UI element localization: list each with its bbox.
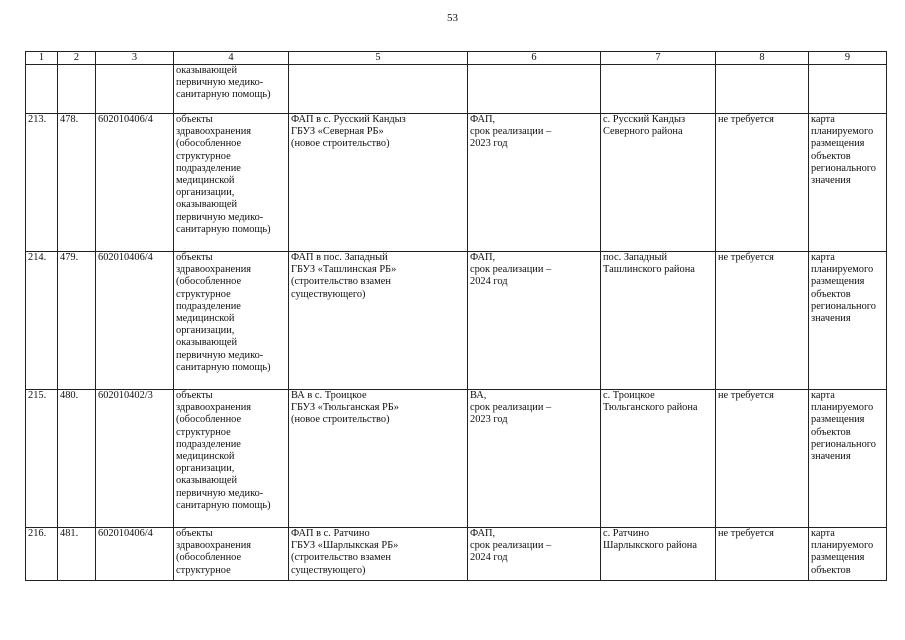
table-header-row [26,52,887,65]
characteristics-cell: ФАП, срок реализации – 2024 год [468,252,601,390]
map-cell: карта планируемого размещения объектов регионального значения [809,252,887,390]
characteristics-cell: ФАП, срок реализации – 2023 год [468,114,601,252]
object-type-cell: оказывающей первичную медико- санитарную помощь) [174,65,289,114]
item-number-cell: 481. [58,528,96,581]
location-cell: с. Русский Кандыз Северного района [601,114,716,252]
location-cell: с. Ратчино Шарлыкского района [601,528,716,581]
location-cell: с. Троицкое Тюльганского района [601,390,716,528]
item-number-cell [58,65,96,114]
zone-cell: не требуется [716,114,809,252]
location-cell: пос. Западный Ташлинского района [601,252,716,390]
column-header: 1 [26,52,58,65]
object-name-cell: ФАП в с. Русский Кандыз ГБУЗ «Северная РБ» (новое строительство) [289,114,468,252]
row-number-cell: 214. [26,252,58,390]
object-type-cell: объекты здравоохранения (обособленное структурное подразделение медицинской организации, оказывающей первичную медико- санитарную помощь) [174,252,289,390]
zone-cell: не требуется [716,528,809,581]
table-row [26,114,887,252]
zone-cell [716,65,809,114]
code-cell: 602010406/4 [96,114,174,252]
zone-cell: не требуется [716,252,809,390]
code-cell: 602010406/4 [96,252,174,390]
item-number-cell: 479. [58,252,96,390]
row-number-cell: 216. [26,528,58,581]
zone-cell: не требуется [716,390,809,528]
characteristics-cell: ФАП, срок реализации – 2024 год [468,528,601,581]
object-name-cell: ФАП в с. Ратчино ГБУЗ «Шарлыкская РБ» (строительство взамен существующего) [289,528,468,581]
column-header: 4 [174,52,289,65]
code-cell: 602010402/3 [96,390,174,528]
object-name-cell: ВА в с. Троицкое ГБУЗ «Тюльганская РБ» (новое строительство) [289,390,468,528]
column-header: 3 [96,52,174,65]
column-header: 8 [716,52,809,65]
column-header: 7 [601,52,716,65]
table-row [26,390,887,528]
code-cell [96,65,174,114]
map-cell: карта планируемого размещения объектов [809,528,887,581]
object-type-cell: объекты здравоохранения (обособленное структурное [174,528,289,581]
object-type-cell: объекты здравоохранения (обособленное структурное подразделение медицинской организации, оказывающей первичную медико- санитарную помощь) [174,114,289,252]
map-cell: карта планируемого размещения объектов регионального значения [809,114,887,252]
table-row [26,252,887,390]
table-row [26,528,887,581]
map-cell: карта планируемого размещения объектов регионального значения [809,390,887,528]
characteristics-cell: ВА, срок реализации – 2023 год [468,390,601,528]
table-body [26,65,887,581]
row-number-cell [26,65,58,114]
table-row [26,65,887,114]
location-cell [601,65,716,114]
object-name-cell: ФАП в пос. Западный ГБУЗ «Ташлинская РБ» (строительство взамен существующего) [289,252,468,390]
characteristics-cell [468,65,601,114]
column-header: 2 [58,52,96,65]
document-table [25,51,887,581]
object-name-cell [289,65,468,114]
map-cell [809,65,887,114]
item-number-cell: 480. [58,390,96,528]
column-header: 5 [289,52,468,65]
page-number: 53 [447,12,458,24]
column-header: 6 [468,52,601,65]
object-type-cell: объекты здравоохранения (обособленное структурное подразделение медицинской организации, оказывающей первичную медико- санитарную помощь) [174,390,289,528]
code-cell: 602010406/4 [96,528,174,581]
column-header: 9 [809,52,887,65]
item-number-cell: 478. [58,114,96,252]
row-number-cell: 215. [26,390,58,528]
row-number-cell: 213. [26,114,58,252]
